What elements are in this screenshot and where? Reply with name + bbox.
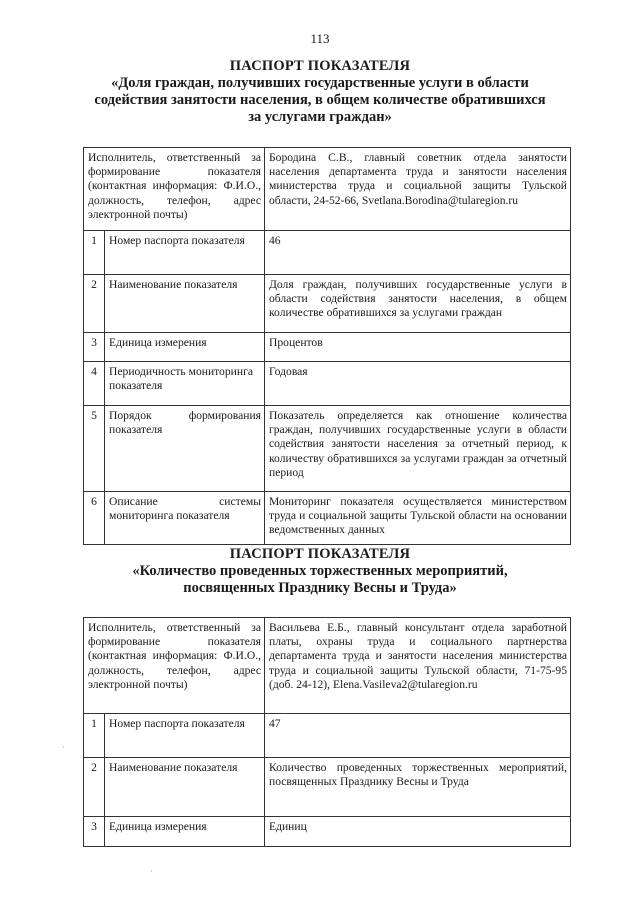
row-number: 3 bbox=[84, 333, 105, 362]
table-row bbox=[84, 362, 571, 406]
executor-label: Исполнитель, ответственный за формирование показателя (контактная информация: Ф.И.О., должность, телефон, адрес электронной почты) bbox=[84, 148, 265, 231]
passport-1-heading bbox=[60, 58, 580, 126]
passport-1-title: ПАСПОРТ ПОКАЗАТЕЛЯ bbox=[229, 58, 411, 74]
executor-label: Исполнитель, ответственный за формирование показателя (контактная информация: Ф.И.О., должность, телефон, адрес электронной почты) bbox=[84, 618, 265, 714]
passport-1-subtitle-line-1: «Доля граждан, получивших государственные услуги в области bbox=[111, 75, 529, 91]
table-row bbox=[84, 406, 571, 492]
passport-2-subtitle-line-1: «Количество проведенных торжественных мероприятий, bbox=[132, 563, 508, 579]
row-number: 2 bbox=[84, 275, 105, 333]
row-value: Количество проведенных торжественных мероприятий, посвященных Празднику Весны и Труда bbox=[265, 758, 571, 817]
passport-2-subtitle-line-2: посвященных Празднику Весны и Труда» bbox=[183, 580, 457, 596]
passport-2-heading bbox=[60, 546, 580, 597]
row-number: 1 bbox=[84, 231, 105, 275]
table-row bbox=[84, 275, 571, 333]
row-value: 47 bbox=[265, 714, 571, 758]
row-label: Номер паспорта показателя bbox=[105, 231, 265, 275]
passport-2-title: ПАСПОРТ ПОКАЗАТЕЛЯ bbox=[229, 546, 411, 562]
passport-1-subtitle-line-2: содействия занятости населения, в общем количестве обратившихся bbox=[94, 92, 546, 108]
row-number: 1 bbox=[84, 714, 105, 758]
row-value: Единиц bbox=[265, 817, 571, 847]
row-number: 6 bbox=[84, 492, 105, 545]
row-label: Наименование показателя bbox=[105, 275, 265, 333]
table-row bbox=[84, 231, 571, 275]
table-row bbox=[84, 758, 571, 817]
row-number: 4 bbox=[84, 362, 105, 406]
row-value: Процентов bbox=[265, 333, 571, 362]
executor-value: Бородина С.В., главный советник отдела занятости населения департамента труда и занятости населения министерства труда и социальной защиты Тульской области, 24-52-66, Svetlana.Borodina@tularegion.ru bbox=[265, 148, 571, 231]
page-number: 113 bbox=[310, 31, 330, 46]
row-number: 5 bbox=[84, 406, 105, 492]
passport-1-table bbox=[83, 147, 571, 545]
row-label: Описание системы мониторинга показателя bbox=[105, 492, 265, 545]
table-row bbox=[84, 714, 571, 758]
row-value: Показатель определяется как отношение количества граждан, получивших государственные услуги в области содействия занятости населения за отчетный период, к количеству обратившихся за услугами граждан за отчетный период bbox=[265, 406, 571, 492]
row-label: Порядок формирования показателя bbox=[105, 406, 265, 492]
row-value: Мониторинг показателя осуществляется министерством труда и социальной защиты Тульской области на основании ведомственных данных bbox=[265, 492, 571, 545]
scan-speck: · bbox=[150, 866, 153, 876]
scan-speck: · bbox=[62, 742, 65, 752]
row-number: 3 bbox=[84, 817, 105, 847]
table-row bbox=[84, 148, 571, 231]
row-label: Наименование показателя bbox=[105, 758, 265, 817]
executor-value: Васильева Е.Б., главный консультант отдела заработной платы, охраны труда и социального партнерства департамента труда и занятости населения министерства труда и социальной защиты Тульской области, 71-75-95 (доб. 24-12), Elena.Vasileva2@tularegion.ru bbox=[265, 618, 571, 714]
table-row bbox=[84, 333, 571, 362]
row-label: Периодичность мониторинга показателя bbox=[105, 362, 265, 406]
row-label: Единица измерения bbox=[105, 333, 265, 362]
row-value: Доля граждан, получивших государственные услуги в области содействия занятости населения, в общем количестве обратившихся за услугами граждан bbox=[265, 275, 571, 333]
table-row bbox=[84, 817, 571, 847]
row-number: 2 bbox=[84, 758, 105, 817]
row-value: 46 bbox=[265, 231, 571, 275]
row-label: Единица измерения bbox=[105, 817, 265, 847]
table-row bbox=[84, 492, 571, 545]
passport-2-table bbox=[83, 617, 571, 847]
passport-1-subtitle-line-3: за услугами граждан» bbox=[248, 109, 392, 125]
row-label: Номер паспорта показателя bbox=[105, 714, 265, 758]
table-row bbox=[84, 618, 571, 714]
row-value: Годовая bbox=[265, 362, 571, 406]
